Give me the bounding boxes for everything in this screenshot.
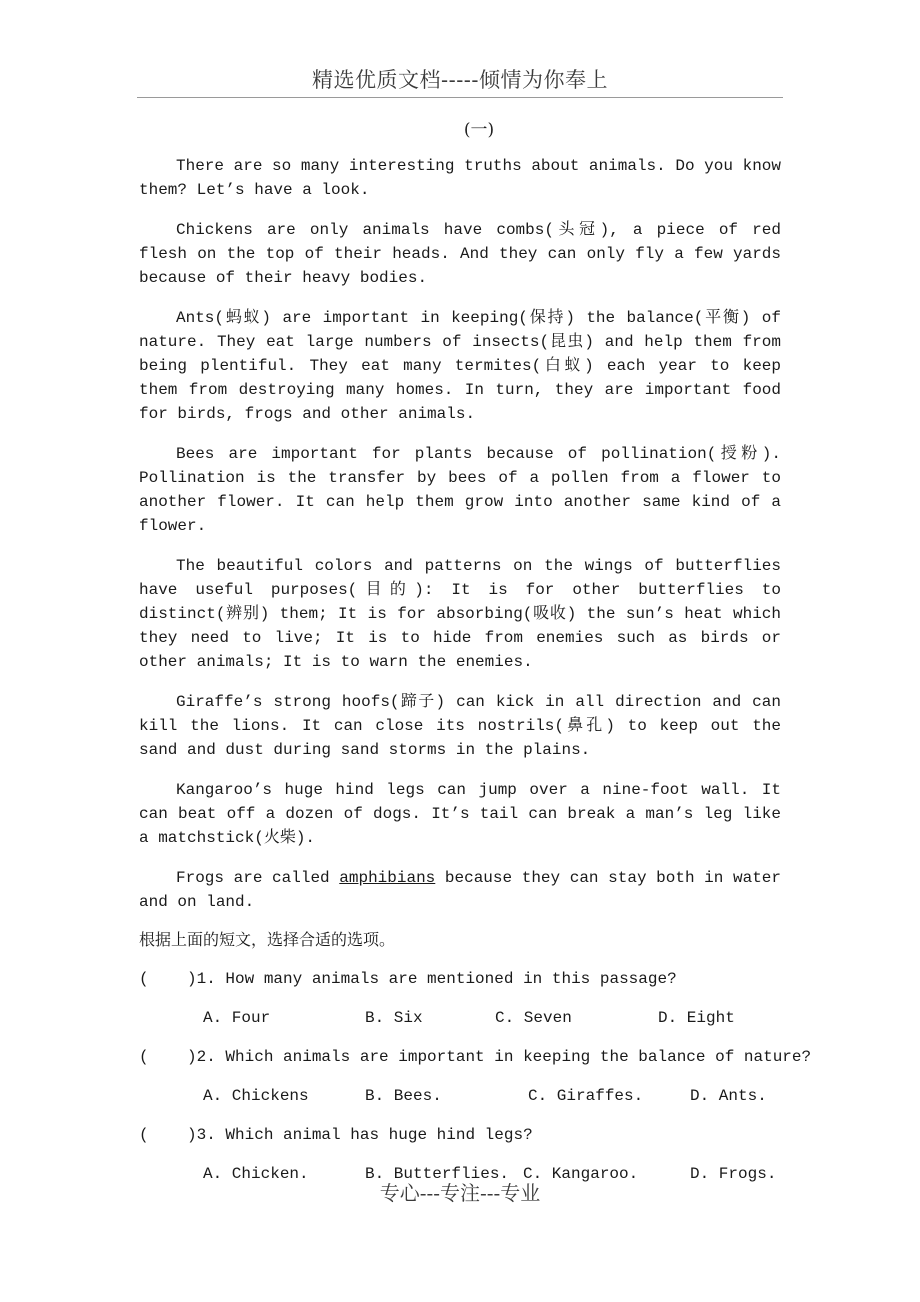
section-number: (一)	[463, 120, 495, 140]
option-d: D. Eight	[658, 1009, 735, 1027]
paragraph-intro: There are so many interesting truths about animals. Do you know them? Let’s have a look.	[139, 157, 781, 199]
instruction-text: 根据上面的短文，选择合适的选项。	[139, 930, 396, 949]
passage-body	[139, 154, 812, 1201]
paragraph-giraffe: Giraffe’s strong hoofs(蹄子) can kick in all direction and can kill the lions. It can close its nostrils(鼻孔) to keep out the sand and dust during sand storms in the plains.	[139, 693, 781, 759]
paragraph-ants: Ants(蚂蚁) are important in keeping(保持) the balance(平衡) of nature. They eat large numbers of insects(昆虫) and help them from being plentiful. They eat many termites(白蚁) each year to keep them from destroying many homes. In turn, they are important food for birds, frogs and other animals.	[139, 309, 781, 423]
paragraph-frogs	[139, 866, 781, 914]
option-a: A. Chickens	[203, 1087, 309, 1105]
question-1: ( )1. How many animals are mentioned in this passage?	[139, 970, 677, 988]
option-a: A. Chicken.	[203, 1165, 309, 1183]
option-c: C. Seven	[495, 1009, 572, 1027]
option-c: C. Kangaroo.	[523, 1165, 639, 1183]
question-2: ( )2. Which animals are important in keeping the balance of nature?	[139, 1048, 812, 1066]
frogs-text-start: Frogs are called	[176, 869, 340, 887]
frogs-text-end: because they can stay both in water and on land.	[139, 869, 782, 911]
paragraph-kangaroo: Kangaroo’s huge hind legs can jump over a nine-foot wall. It can beat off a dozen of dogs. It’s tail can break a man’s leg like a matchstick(火柴).	[139, 781, 781, 847]
question-3: ( )3. Which animal has huge hind legs?	[139, 1126, 533, 1144]
page-header: 精选优质文档-----倾情为你奉上	[312, 68, 608, 92]
option-d: D. Frogs.	[690, 1165, 777, 1183]
paragraph-butterflies: The beautiful colors and patterns on the wings of butterflies have useful purposes(目的): It is for other butterflies to distinct(辨别) them; It is for absorbing(吸收) the sun’s heat which they need to live; It is to hide from enemies such as birds or other animals; It is to warn the enemies.	[139, 557, 781, 671]
paragraph-chickens: Chickens are only animals have combs(头冠), a piece of red flesh on the top of their heads. And they can only fly a few yards because of their heavy bodies.	[139, 221, 781, 287]
option-a: A. Four	[203, 1009, 271, 1027]
paragraph-bees: Bees are important for plants because of pollination(授粉). Pollination is the transfer by bees of a pollen from a flower to another flower. It can help them grow into another same kind of a flower.	[139, 445, 781, 535]
question-2-options	[139, 1084, 781, 1108]
option-b: B. Butterflies.	[365, 1165, 510, 1183]
underlined-term: amphibians	[339, 869, 436, 887]
option-b: B. Six	[365, 1009, 423, 1027]
question-1-options	[139, 1006, 781, 1030]
option-c: C. Giraffes.	[528, 1087, 644, 1105]
option-d: D. Ants.	[690, 1087, 767, 1105]
page-footer: 专心---专注---专业	[379, 1181, 541, 1205]
header-divider	[137, 97, 783, 98]
option-b: B. Bees.	[365, 1087, 442, 1105]
